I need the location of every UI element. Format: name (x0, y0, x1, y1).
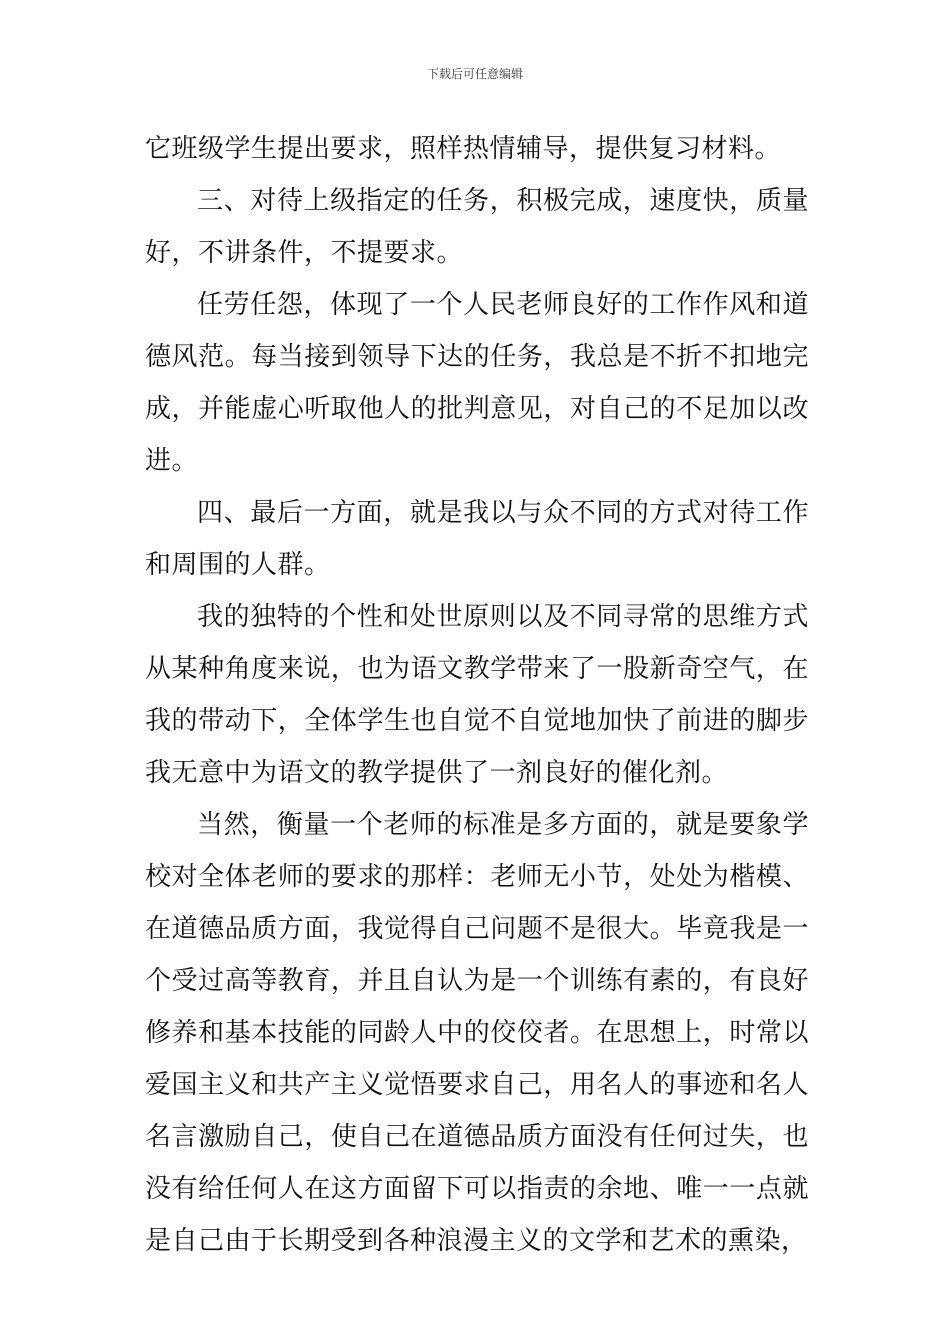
paragraph-6: 当然，衡量一个老师的标准是多方面的，就是要象学校对全体老师的要求的那样：老师无小节，处处为楷模、在道德品质方面，我觉得自己问题不是很大。毕竟我是一个受过高等教育，并且自认为是一个训练有素的，有良好修养和基本技能的同龄人中的佼佼者。在思想上，时常以爱国主义和共产主义觉悟要求自己，用名人的事迹和名人名言激励自己，使自己在道德品质方面没有任何过失，也没有给任何人在这方面留下可以指责的余地、唯一一点就是自己由于长期受到各种浪漫主义的文学和艺术的熏染， (145, 810, 809, 1256)
document-body (145, 123, 809, 1267)
paragraph-4: 四、最后一方面，就是我以与众不同的方式对待工作和周围的人群。 (145, 498, 809, 580)
paragraph-3: 任劳任怨，体现了一个人民老师良好的工作作风和道德风范。每当接到领导下达的任务，我总是不折不扣地完成，并能虚心听取他人的批判意见，对自己的不足加以改进。 (145, 290, 809, 476)
paragraph-2: 三、对待上级指定的任务，积极完成，速度快，质量好，不讲条件，不提要求。 (145, 186, 809, 268)
paragraph-5: 我的独特的个性和处世原则以及不同寻常的思维方式从某种角度来说，也为语文教学带来了一股新奇空气，在我的带动下，全体学生也自觉不自觉地加快了前进的脚步我无意中为语文的教学提供了一剂良好的催化剂。 (145, 602, 809, 788)
paragraph-1: 它班级学生提出要求，照样热情辅导，提供复习材料。 (145, 134, 782, 164)
page-header: 下载后可任意编辑 (426, 67, 523, 81)
